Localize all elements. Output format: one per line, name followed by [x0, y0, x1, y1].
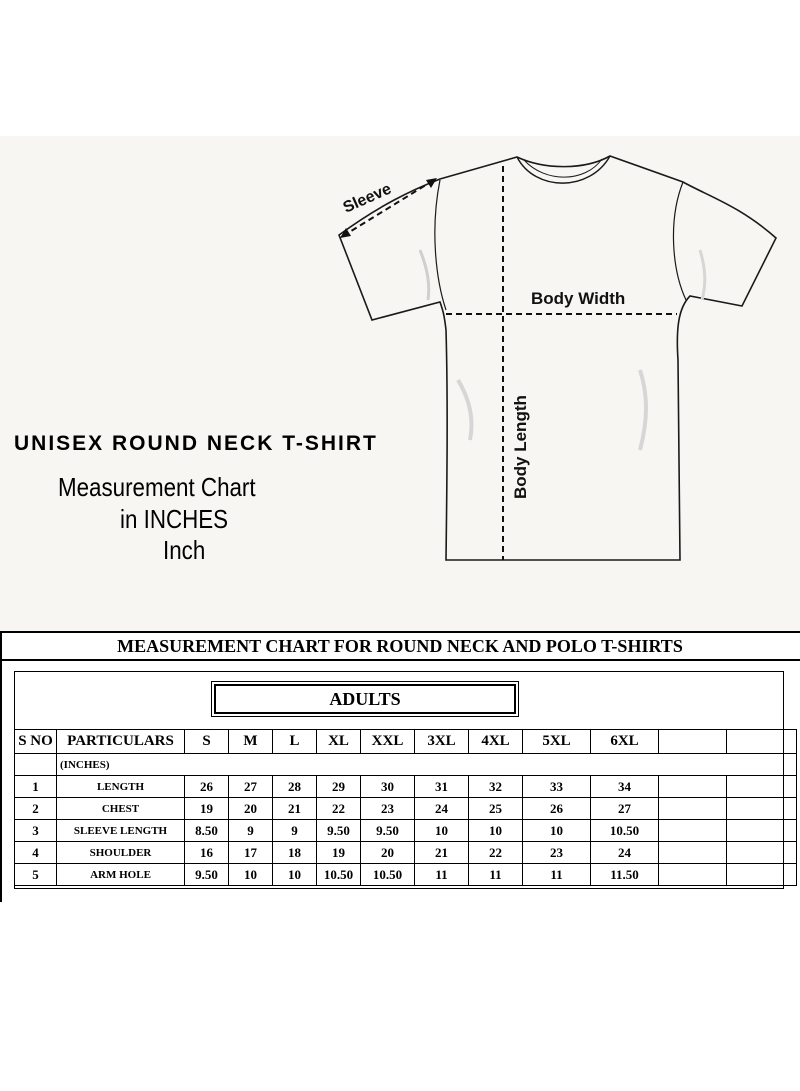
size-value: 27 — [591, 798, 659, 820]
size-value: 10.50 — [317, 864, 361, 886]
size-value: 29 — [317, 776, 361, 798]
empty-cell — [727, 798, 797, 820]
header-cell: M — [229, 730, 273, 754]
empty-cell — [727, 842, 797, 864]
size-value: 10 — [523, 820, 591, 842]
table-row — [15, 820, 797, 842]
size-value: 26 — [523, 798, 591, 820]
size-value: 23 — [361, 798, 415, 820]
size-value: 11 — [415, 864, 469, 886]
row-particular: ARM HOLE — [57, 864, 185, 886]
units-blank — [15, 754, 57, 776]
size-value: 9 — [229, 820, 273, 842]
table-body — [15, 776, 797, 886]
tshirt-outline — [339, 156, 776, 560]
row-number: 2 — [15, 798, 57, 820]
body-width-label: Body Width — [531, 289, 626, 308]
size-value: 20 — [229, 798, 273, 820]
size-value: 31 — [415, 776, 469, 798]
row-particular: SHOULDER — [57, 842, 185, 864]
chart-title: MEASUREMENT CHART FOR ROUND NECK AND POLO T-SHIRTS — [0, 633, 800, 661]
size-value: 10 — [469, 820, 523, 842]
size-value: 11 — [469, 864, 523, 886]
header-cell: 4XL — [469, 730, 523, 754]
product-title: UNISEX ROUND NECK T-SHIRT — [14, 432, 378, 455]
units-fill — [185, 754, 797, 776]
size-value: 8.50 — [185, 820, 229, 842]
size-value: 28 — [273, 776, 317, 798]
size-value: 25 — [469, 798, 523, 820]
size-value: 19 — [185, 798, 229, 820]
row-particular: SLEEVE LENGTH — [57, 820, 185, 842]
size-value: 24 — [591, 842, 659, 864]
header-cell: S NO — [15, 730, 57, 754]
header-cell — [659, 730, 727, 754]
header-cell: PARTICULARS — [57, 730, 185, 754]
size-value: 16 — [185, 842, 229, 864]
row-particular: CHEST — [57, 798, 185, 820]
size-value: 18 — [273, 842, 317, 864]
subtitle-inch: Inch — [163, 535, 206, 565]
empty-cell — [659, 798, 727, 820]
subtitle-measurement-chart: Measurement Chart — [58, 472, 256, 502]
units-row — [15, 754, 797, 776]
empty-cell — [659, 820, 727, 842]
size-value: 9.50 — [317, 820, 361, 842]
empty-cell — [727, 820, 797, 842]
table-row — [15, 842, 797, 864]
header-cell: 3XL — [415, 730, 469, 754]
row-number: 4 — [15, 842, 57, 864]
body-length-label: Body Length — [511, 395, 530, 499]
size-value: 9.50 — [361, 820, 415, 842]
size-value: 9 — [273, 820, 317, 842]
size-value: 30 — [361, 776, 415, 798]
size-value: 23 — [523, 842, 591, 864]
size-value: 34 — [591, 776, 659, 798]
size-value: 10 — [229, 864, 273, 886]
sleeve-label: Sleeve — [340, 180, 394, 217]
size-value: 10.50 — [591, 820, 659, 842]
size-value: 33 — [523, 776, 591, 798]
tshirt-diagram — [320, 140, 780, 580]
header-cell: L — [273, 730, 317, 754]
header-cell: XL — [317, 730, 361, 754]
table-row — [15, 798, 797, 820]
table-row — [15, 864, 797, 886]
size-value: 22 — [317, 798, 361, 820]
size-value: 24 — [415, 798, 469, 820]
header-cell: 6XL — [591, 730, 659, 754]
header-cell: 5XL — [523, 730, 591, 754]
empty-cell — [659, 864, 727, 886]
size-value: 32 — [469, 776, 523, 798]
size-value: 10 — [415, 820, 469, 842]
empty-cell — [727, 776, 797, 798]
header-cell: S — [185, 730, 229, 754]
size-value: 11.50 — [591, 864, 659, 886]
units-label: (INCHES) — [57, 754, 185, 776]
size-value: 9.50 — [185, 864, 229, 886]
size-value: 26 — [185, 776, 229, 798]
empty-cell — [727, 864, 797, 886]
size-table — [14, 729, 797, 886]
size-value: 21 — [415, 842, 469, 864]
row-number: 3 — [15, 820, 57, 842]
size-value: 20 — [361, 842, 415, 864]
row-number: 5 — [15, 864, 57, 886]
size-value: 17 — [229, 842, 273, 864]
table-header-row — [15, 730, 797, 754]
group-label: ADULTS — [214, 684, 516, 714]
row-number: 1 — [15, 776, 57, 798]
size-value: 10 — [273, 864, 317, 886]
header-cell — [727, 730, 797, 754]
size-value: 19 — [317, 842, 361, 864]
size-value: 10.50 — [361, 864, 415, 886]
size-value: 21 — [273, 798, 317, 820]
size-value: 11 — [523, 864, 591, 886]
empty-cell — [659, 776, 727, 798]
size-value: 22 — [469, 842, 523, 864]
table-row — [15, 776, 797, 798]
empty-cell — [659, 842, 727, 864]
header-cell: XXL — [361, 730, 415, 754]
subtitle-in-inches: in INCHES — [120, 504, 229, 534]
size-value: 27 — [229, 776, 273, 798]
row-particular: LENGTH — [57, 776, 185, 798]
